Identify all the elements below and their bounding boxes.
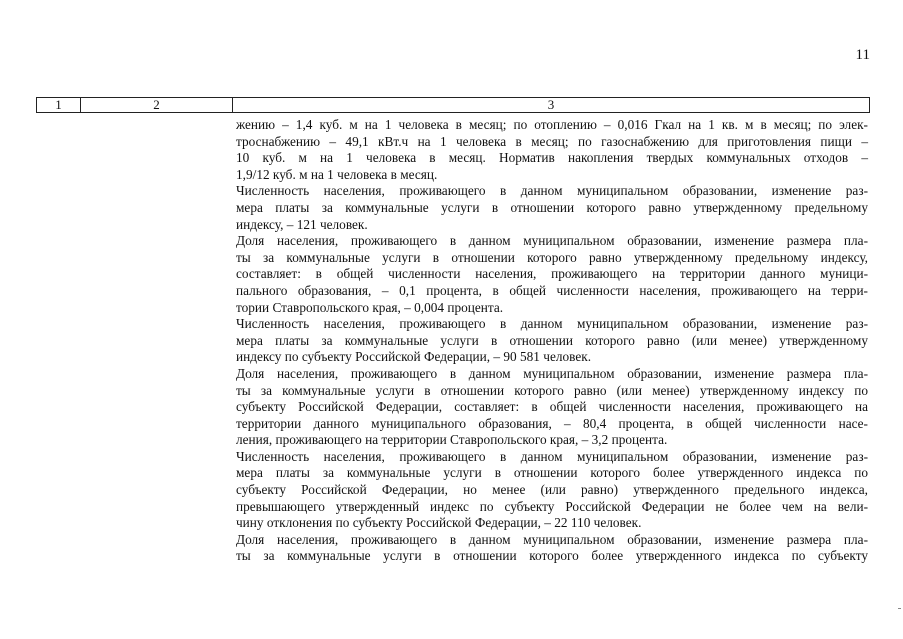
scan-artifact: [898, 608, 901, 609]
text-line: составляет: в общей численности населения, проживающего на территории данного муници-: [236, 266, 868, 282]
text-line: Численность населения, проживающего в данном муниципальном образовании, изменение раз-: [236, 183, 868, 199]
paragraph: [236, 117, 868, 183]
paragraph: [236, 449, 868, 532]
page-number: 11: [855, 47, 870, 63]
text-line: чину отклонения по субъекту Российской Федерации, – 22 110 человек.: [236, 515, 642, 531]
text-line: ления, проживающего на территории Ставропольского края, – 3,2 процента.: [236, 432, 668, 448]
text-line: субъекту Российской Федерации, составляет: в общей численности населения, проживающего на: [236, 399, 868, 415]
text-line: пального образования, – 0,1 процента, в общей численности населения, проживающего на терри-: [236, 282, 868, 298]
document-body: [236, 117, 868, 565]
text-line: Численность населения, проживающего в данном муниципальном образовании, изменение раз-: [236, 448, 868, 464]
text-line: жению – 1,4 куб. м на 1 человека в месяц; по отоплению – 0,016 Гкал на 1 кв. м в месяц; по элек-: [236, 117, 868, 132]
text-line: ты за коммунальные услуги в отношении которого равно (или менее) утвержденному индексу по: [236, 382, 868, 398]
text-line: субъекту Российской Федерации, но менее (или равно) утвержденного предельного индекса,: [236, 482, 868, 498]
text-line: мера платы за коммунальные услуги в отношении которого равно (или менее) утвержденному: [236, 332, 868, 348]
text-line: троснабжению – 49,1 кВт.ч на 1 человека в месяц; по газоснабжению для приготовления пищи –: [236, 133, 868, 149]
paragraph: [236, 233, 868, 316]
paragraph: [236, 366, 868, 449]
text-line: территории данного муниципального образования, – 80,4 процента, в общей численности насе-: [236, 415, 868, 431]
table-header-col-2: 2: [81, 98, 233, 112]
table-header-col-3: 3: [547, 97, 555, 112]
paragraph: [236, 316, 868, 366]
text-line: мера платы за коммунальные услуги в отношении которого равно утвержденному предельному: [236, 199, 868, 215]
text-line: Доля населения, проживающего в данном муниципальном образовании, изменение размера пла-: [236, 233, 868, 249]
text-line: Доля населения, проживающего в данном муниципальном образовании, изменение размера пла-: [236, 365, 868, 381]
text-line: индексу по субъекту Российской Федерации, – 90 581 человек.: [236, 349, 592, 365]
text-line: ты за коммунальные услуги в отношении которого более утвержденного индекса по субъекту: [236, 548, 868, 564]
paragraph: [236, 183, 868, 233]
text-line: ты за коммунальные услуги в отношении которого равно утвержденному предельному индексу,: [236, 249, 868, 265]
table-header-row: [36, 97, 870, 113]
text-line: тории Ставропольского края, – 0,004 процента.: [236, 299, 504, 315]
paragraph: [236, 532, 868, 565]
text-line: индексу, – 121 человек.: [236, 216, 368, 232]
text-line: превышающего утвержденный индекс по субъекту Российской Федерации не более чем на вели-: [236, 498, 868, 514]
text-line: мера платы за коммунальные услуги в отношении которого более утвержденного индекса по: [236, 465, 868, 481]
text-line: Численность населения, проживающего в данном муниципальном образовании, изменение раз-: [236, 316, 868, 332]
text-line: 10 куб. м на 1 человека в месяц. Норматив накопления твердых коммунальных отходов –: [236, 150, 868, 166]
text-line: Доля населения, проживающего в данном муниципальном образовании, изменение размера пла-: [236, 531, 868, 547]
table-header-col-1: 1: [37, 98, 81, 112]
text-line: 1,9/12 куб. м на 1 человека в месяц.: [236, 166, 438, 182]
